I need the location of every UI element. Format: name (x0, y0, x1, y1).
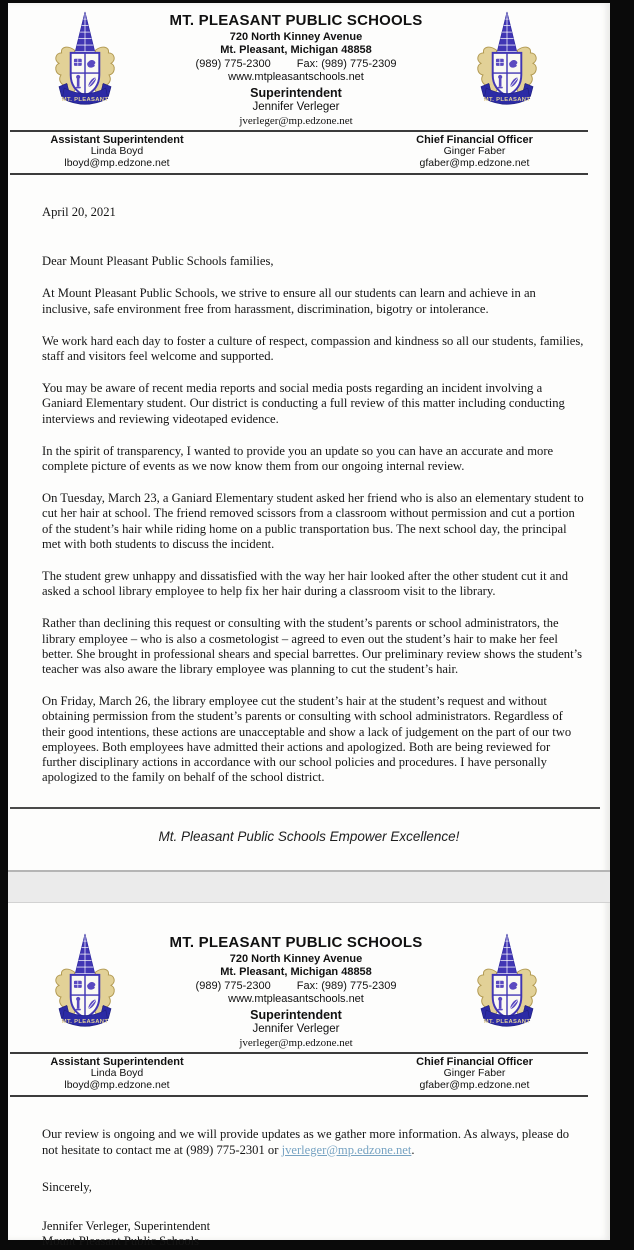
slogan-divider (10, 807, 600, 809)
letterhead-rule (10, 1095, 588, 1097)
body-paragraph: The student grew unhappy and dissatisfied with the way her hair looked after the other student cut it and asked a school library employee to help fix her hair during a classroom visit to the library. (42, 569, 568, 599)
closing-text: Our review is ongoing and we will provide updates as we gather more information. As always, please do not hesitate to contact me at (989) 775-2301 or (42, 1127, 570, 1157)
fax-number: Fax: (989) 775-2309 (296, 980, 397, 993)
officers-row (8, 1054, 610, 1093)
org-name: MT. PLEASANT PUBLIC SCHOOLS (169, 934, 423, 952)
superintendent-name: Jennifer Verleger (252, 101, 340, 113)
assistant-superintendent-title: Assistant Superintendent (50, 1056, 184, 1069)
letterhead-banner-row (8, 930, 610, 1050)
letter-page (8, 3, 610, 1249)
assistant-superintendent-title: Assistant Superintendent (50, 134, 184, 146)
cfo-email: gfaber@mp.edzone.net (419, 156, 530, 169)
cfo-block (367, 134, 582, 169)
superintendent-title: Superintendent (250, 86, 342, 100)
website: www.mtpleasantschools.net (228, 993, 364, 1006)
school-crest-icon (474, 932, 540, 1036)
letterhead-center (118, 10, 474, 128)
cfo-title: Chief Financial Officer (416, 1056, 533, 1069)
assistant-superintendent-name: Linda Boyd (90, 1067, 144, 1080)
body-paragraph: At Mount Pleasant Public Schools, we strive to ensure all our students can learn and achieve in an inclusive, safe environment free from harassment, discrimination, bigotry or intolerance. (42, 286, 536, 316)
body-paragraph: On Tuesday, March 23, a Ganiard Elementary student asked her friend who is also an elementary student to cut her hair at school. The friend removed scissors from a classroom without permission and cut a portion of the student’s hair while riding home on a public transportation bus. The next school day, the principal met with both students to discuss the incident. (42, 491, 584, 551)
officers-row (8, 132, 610, 171)
body-paragraph: You may be aware of recent media reports and social media posts regarding an incident involving a Ganiard Elementary student. Our district is conducting a full review of this matter including conducting interviews and reviewing videotaped evidence. (42, 381, 565, 426)
letter-closing (8, 1127, 610, 1249)
letterhead-page2 (8, 925, 610, 1097)
superintendent-title: Superintendent (250, 1008, 342, 1023)
cfo-block (367, 1056, 582, 1091)
assistant-superintendent-block (12, 1056, 222, 1091)
superintendent-name: Jennifer Verleger (252, 1023, 340, 1036)
letterhead-top (8, 3, 610, 175)
assistant-superintendent-name: Linda Boyd (90, 145, 144, 157)
signature-name: Jennifer Verleger, Superintendent (42, 1219, 211, 1234)
assistant-superintendent-email: lboyd@mp.edzone.net (64, 1078, 170, 1091)
date-line: April 20, 2021 (42, 205, 116, 219)
phone-fax-line (118, 58, 474, 71)
assistant-superintendent-email: lboyd@mp.edzone.net (64, 156, 170, 169)
org-name: MT. PLEASANT PUBLIC SCHOOLS (169, 12, 423, 29)
phone-fax-line (118, 980, 474, 993)
phone-number: (989) 775-2300 (195, 980, 271, 993)
cfo-name: Ginger Faber (443, 1067, 506, 1080)
letterhead-center (118, 932, 474, 1050)
cfo-name: Ginger Faber (443, 145, 506, 157)
district-slogan: Mt. Pleasant Public Schools Empower Excellence! (158, 829, 460, 845)
signoff: Sincerely, (42, 1179, 92, 1194)
phone-number: (989) 775-2300 (195, 58, 271, 70)
letterhead-rule (10, 173, 588, 175)
superintendent-email: jverleger@mp.edzone.net (239, 115, 353, 127)
school-crest-icon (52, 932, 118, 1036)
page-break-band (8, 870, 610, 903)
address-line-1: 720 North Kinney Avenue (229, 31, 363, 43)
letterhead-banner-row (8, 8, 610, 128)
body-paragraph: On Friday, March 26, the library employee cut the student’s hair at the student’s request and without obtaining permission from the student’s parents or consulting with school administrators. Regardless of their good intentions, these actions are unacceptable and show a lack of judgement on the part of our two employees. Both employees have admitted their actions and apologized. Both are being reviewed for further disciplinary actions in accordance with our school policies and procedures. I have personally apologized to the family on behalf of the school district. (42, 694, 572, 785)
school-crest-icon (474, 10, 540, 114)
email-link[interactable]: jverleger@mp.edzone.net (281, 1142, 412, 1157)
school-crest-icon (52, 10, 118, 114)
closing-period: . (411, 1142, 415, 1157)
address-line-2: Mt. Pleasant, Michigan 48858 (220, 44, 372, 56)
letter-body (8, 205, 610, 785)
assistant-superintendent-block (12, 134, 222, 169)
closing-paragraph (42, 1127, 584, 1157)
signature-org: Mount Pleasant Public Schools (42, 1234, 200, 1249)
salutation: Dear Mount Pleasant Public Schools families, (42, 254, 274, 269)
cfo-title: Chief Financial Officer (416, 134, 533, 146)
body-paragraph: Rather than declining this request or consulting with the student’s parents or school administrators, the library employee – who is also a cosmetologist – agreed to even out the student’s hair to make her feel better. She brought in professional shears and special barrettes. Our preliminary review shows the student’s teacher was also aware the library employee was planning to cut the student’s hair. (42, 616, 582, 677)
website: www.mtpleasantschools.net (228, 71, 364, 83)
cfo-email: gfaber@mp.edzone.net (419, 1078, 530, 1091)
superintendent-email: jverleger@mp.edzone.net (239, 1037, 353, 1050)
body-paragraph: We work hard each day to foster a culture of respect, compassion and kindness so all our students, families, staff and visitors feel welcome and supported. (42, 333, 584, 364)
fax-number: Fax: (989) 775-2309 (296, 58, 397, 70)
address-line-1: 720 North Kinney Avenue (229, 953, 363, 966)
address-line-2: Mt. Pleasant, Michigan 48858 (220, 966, 372, 979)
body-paragraph: In the spirit of transparency, I wanted to provide you an update so you can have an accurate and more complete picture of events as we now know them from our ongoing internal review. (42, 443, 554, 474)
